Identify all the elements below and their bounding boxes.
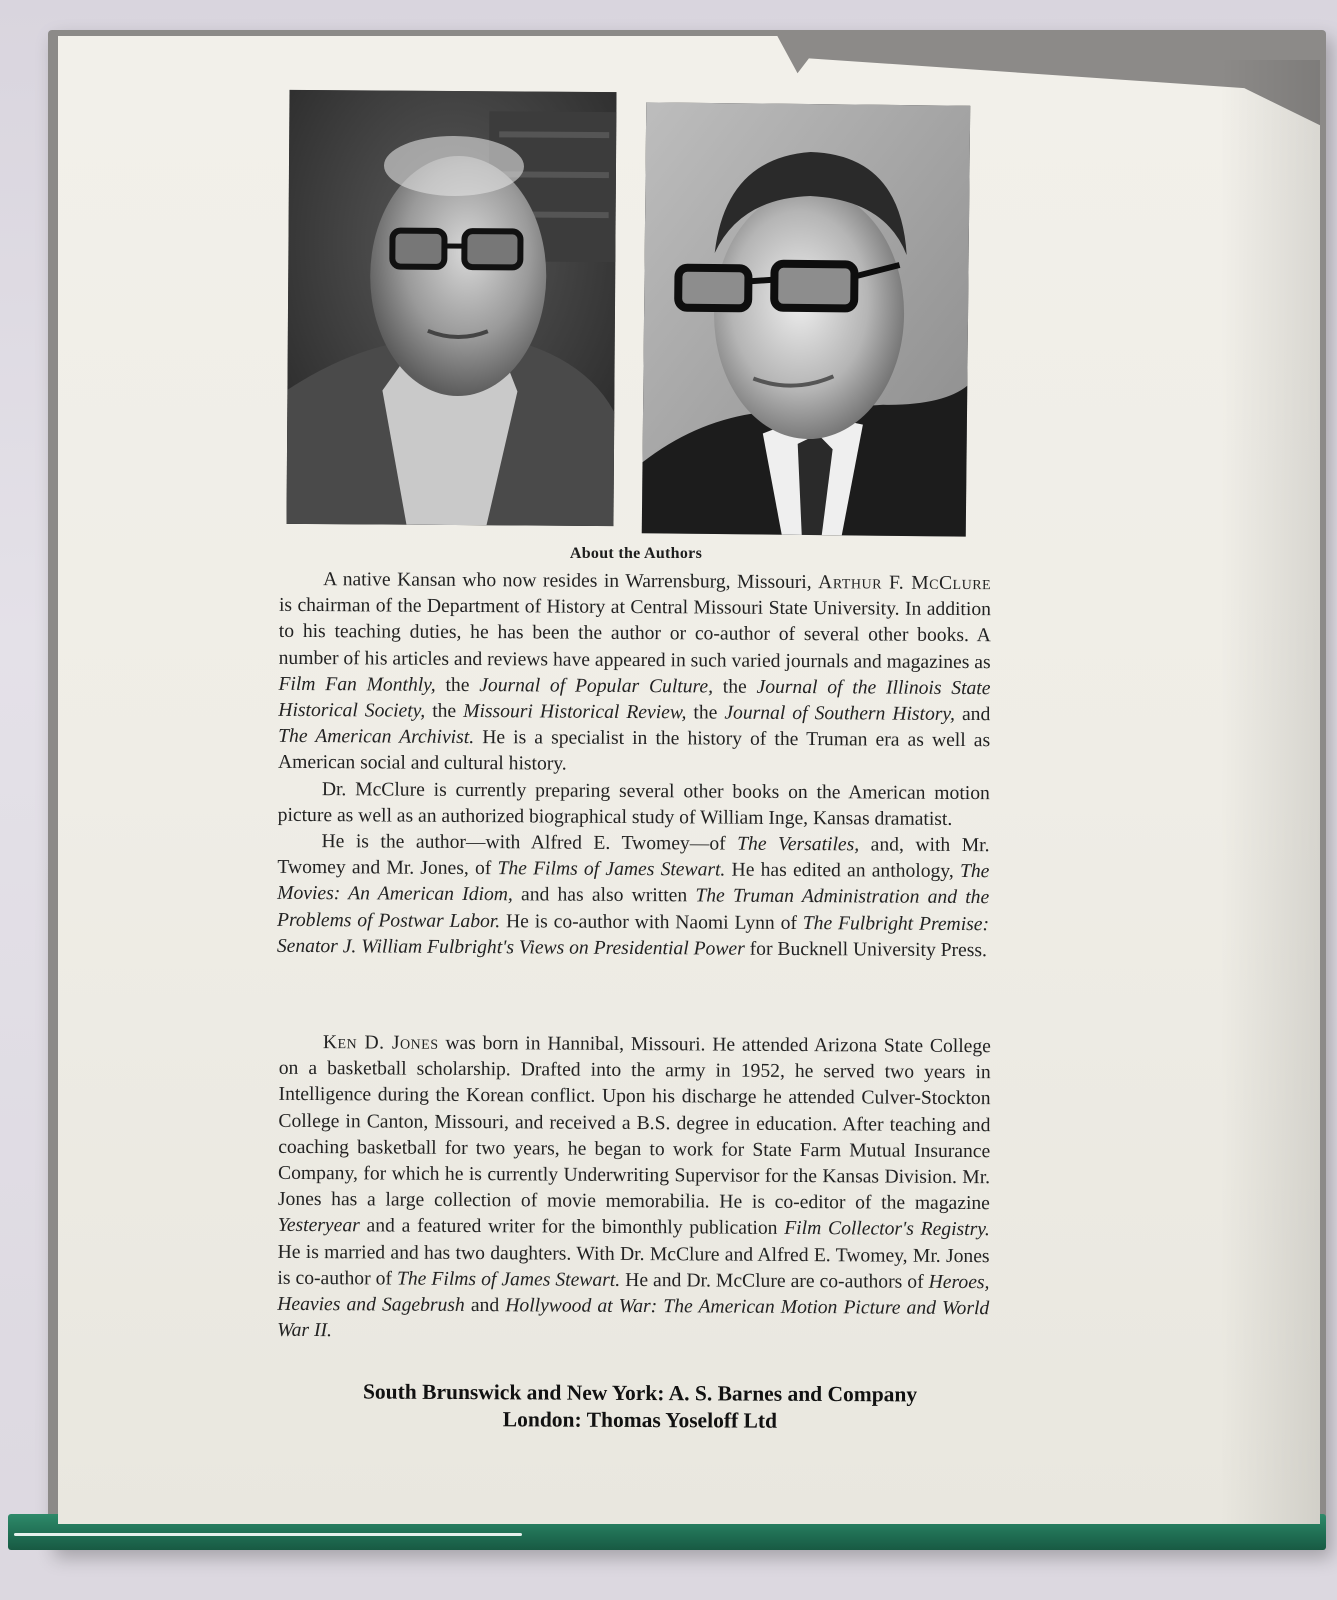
bio-text: He is the author—with Alfred E. Twomey—of (321, 831, 738, 855)
title-italic: Film Fan Monthly, (278, 673, 436, 696)
bio-text: He has edited an anthology, (725, 859, 961, 883)
title-italic: Film Collector's Registry. (784, 1218, 990, 1241)
author-photo-mcclure (286, 90, 616, 526)
title-italic: Journal of the Illinois State Historical Society, (278, 676, 991, 722)
publisher-line-2: London: Thomas Yoseloff Ltd (502, 1407, 778, 1433)
author-photo-jones (642, 102, 970, 536)
bio-text: and a featured writer for the bimonthly publication (359, 1215, 785, 1240)
title-italic: The American Archivist. (278, 726, 475, 749)
bio-text: He is married and has two daughters. With Dr. McClure and Alfred E. Twomey, Mr. Jones is co-author of (277, 1241, 990, 1290)
photo-jones-image (642, 102, 970, 536)
bio-text: the (712, 676, 757, 698)
about-the-authors-heading: About the Authors (569, 545, 703, 562)
bio-text: and (954, 703, 991, 726)
bio-jones (277, 1030, 991, 1349)
title-italic: Missouri Historical Review, (463, 700, 687, 724)
title-italic: Hollywood at War: The American Motion Picture and World War II. (277, 1295, 990, 1342)
author-name-mcclure: Arthur F. McClure (818, 572, 992, 595)
cloth-highlight (14, 1533, 522, 1536)
title-italic: Journal of Southern History, (724, 702, 956, 725)
bio-text: is chairman of the Department of History at Central Missouri State University. In addition to his teaching duties, he has been the author or co-author of several other books. A number of his articles and reviews have appeared in such varied journals and magazines as (278, 595, 992, 673)
title-italic: The Truman Administration and the Problems of Postwar Labor. (276, 885, 990, 932)
bio-text: for Bucknell University Press. (744, 938, 988, 962)
bio-text: the (435, 674, 480, 696)
title-italic: Heroes, Heavies and Sagebrush (277, 1271, 990, 1316)
title-italic: The Films of James Stewart. (396, 1268, 621, 1291)
bio-text: the (686, 702, 725, 724)
bio-text: and (464, 1294, 506, 1317)
title-italic: The Films of James Stewart. (497, 858, 726, 881)
title-italic: The Movies: An American Idiom, (277, 861, 990, 906)
bio-text: A native Kansan who now resides in Warrensburg, Missouri, (323, 569, 819, 594)
title-italic: The Fulbright Premise: Senator J. William Fulbright's Views on Presidential Power (276, 912, 990, 960)
bio-mcclure-paragraph-2: Dr. McClure is currently preparing several other books on the American motion picture as well as an authorized biographical study of William Inge, Kansas dramatist. (277, 778, 990, 830)
author-name-jones: Ken D. Jones (322, 1032, 439, 1054)
bio-text: and has also written (512, 884, 696, 907)
title-italic: Yesteryear (277, 1215, 360, 1237)
bio-mcclure-paragraph-1 (278, 567, 991, 781)
bio-jones-paragraph (277, 1030, 991, 1349)
publisher-line-1: South Brunswick and New York: A. S. Barnes and Company (362, 1379, 918, 1407)
jacket-shadow (1220, 60, 1320, 1524)
bio-text: He is a specialist in the history of the Truman era as well as American social and cultural history. (277, 727, 991, 776)
bio-text: and, with Mr. Twomey and Mr. Jones, of (277, 834, 990, 880)
bio-text: He and Dr. McClure are co-authors of (620, 1269, 929, 1293)
title-italic: Journal of Popular Culture, (479, 674, 714, 698)
bio-text: the (425, 700, 464, 722)
bio-text: was born in Hannibal, Missouri. He attended Arizona State College on a basketball scholarship. Drafted into the army in 1952, he served two years in Intelligence during the Korean conflict. Upon his discharge he attended Culver-Stockton College in Canton, Missouri, and received a B.S. degree in education. After teaching and coaching basketball for two years, he began to work for State Farm Mutual Insurance Company, for which he is currently Underwriting Supervisor for the Kansas Division. Mr. Jones has a large collection of movie memorabilia. He is co-editor of the magazine (277, 1032, 991, 1215)
bio-mcclure (277, 567, 991, 964)
bio-text: He is co-author with Naomi Lynn of (500, 910, 803, 934)
bio-mcclure-paragraph-3 (277, 829, 990, 964)
photo-mcclure-image (286, 90, 616, 526)
title-italic: The Versatiles, (737, 833, 860, 856)
publisher-imprint (290, 1378, 990, 1436)
